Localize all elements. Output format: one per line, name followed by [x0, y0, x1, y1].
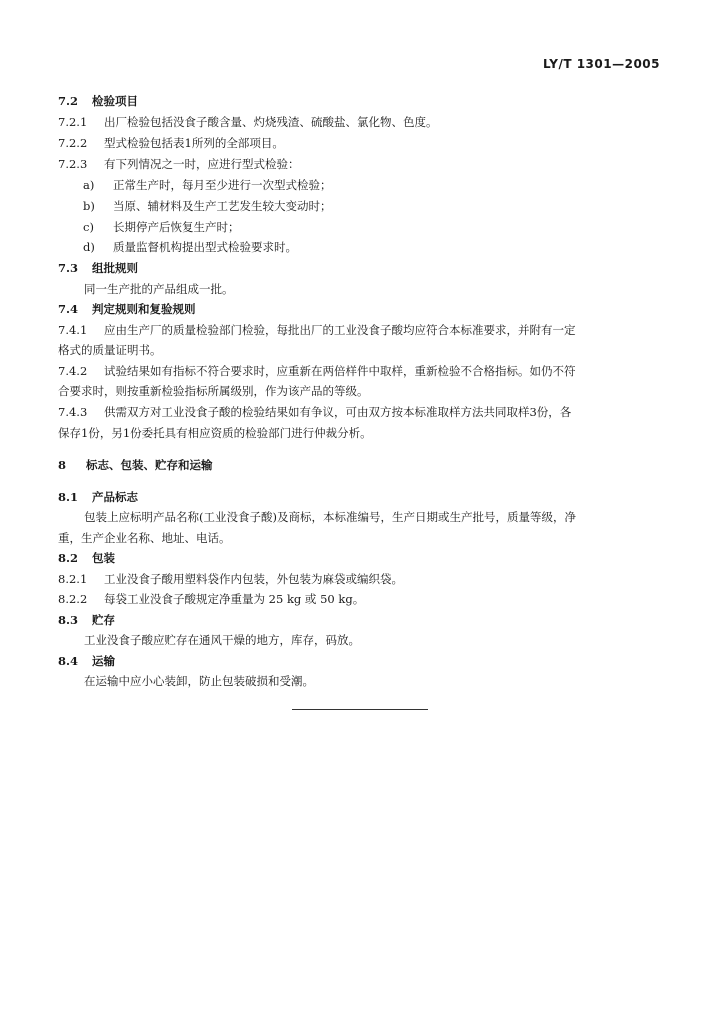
section-title: 组批规则	[92, 261, 138, 275]
heading-8-2	[58, 551, 665, 565]
clause-7-4-1-cont: 格式的质量证明书。	[58, 343, 162, 357]
section-title: 判定规则和复验规则	[92, 302, 196, 316]
clause-text: 应由生产厂的质量检验部门检验，每批出厂的工业没食子酸均应符合本标准要求，并附有一定	[104, 323, 576, 337]
clause-8-2-1	[58, 572, 665, 586]
clause-number: 8.2.2	[58, 592, 88, 606]
section-number: 7.3	[58, 261, 79, 275]
list-item-b	[83, 199, 665, 213]
clause-text: 出厂检验包括没食子酸含量、灼烧残渣、硫酸盐、氯化物、色度。	[104, 115, 438, 129]
clause-7-4-3-cont: 保存1份，另1份委托具有相应资质的检验部门进行仲裁分析。	[58, 426, 372, 440]
section-number: 8.4	[58, 654, 79, 668]
clause-text: 型式检验包括表1所列的全部项目。	[104, 136, 284, 150]
list-item-a	[83, 178, 665, 192]
section-title: 检验项目	[92, 94, 138, 108]
list-label: c)	[83, 220, 94, 234]
chapter-number: 8	[58, 458, 67, 472]
standard-code: LY/T 1301—2005	[542, 57, 660, 71]
clause-number: 7.4.1	[58, 323, 88, 337]
clause-text: 试验结果如有指标不符合要求时，应重新在两倍样件中取样，重新检验不合格指标。如仍不符	[104, 364, 576, 378]
heading-8	[58, 458, 665, 472]
list-text: 当原、辅材料及生产工艺发生较大变动时；	[113, 199, 332, 213]
clause-number: 7.4.2	[58, 364, 88, 378]
clause-7-2-2	[58, 136, 665, 150]
clause-text: 工业没食子酸用塑料袋作内包装，外包装为麻袋或编织袋。	[104, 572, 403, 586]
clause-text: 有下列情况之一时，应进行型式检验：	[104, 157, 300, 171]
section-number: 8.2	[58, 551, 79, 565]
paragraph-8-1: 包装上应标明产品名称(工业没食子酸)及商标，本标准编号，生产日期或生产批号，质量等级，净	[84, 510, 576, 524]
paragraph-8-4: 在运输中应小心装卸，防止包装破损和受潮。	[84, 674, 314, 688]
heading-7-2	[58, 94, 665, 108]
clause-number: 7.2.2	[58, 136, 88, 150]
heading-8-3	[58, 613, 665, 627]
list-label: d)	[83, 240, 95, 254]
clause-7-4-2	[58, 364, 665, 378]
heading-8-1	[58, 490, 665, 504]
list-text: 长期停产后恢复生产时；	[113, 220, 240, 234]
clause-7-2-3	[58, 157, 665, 171]
clause-7-4-3	[58, 405, 665, 419]
section-number: 8.1	[58, 490, 79, 504]
clause-8-2-2	[58, 592, 665, 606]
paragraph-7-3: 同一生产批的产品组成一批。	[84, 282, 234, 296]
heading-7-4	[58, 302, 665, 316]
section-number: 7.2	[58, 94, 79, 108]
end-rule	[292, 709, 428, 710]
chapter-title: 标志、包装、贮存和运输	[86, 458, 213, 472]
paragraph-8-1-cont: 重，生产企业名称、地址、电话。	[58, 531, 231, 545]
clause-text: 每袋工业没食子酸规定净重量为 25 kg 或 50 kg。	[104, 592, 365, 606]
clause-number: 7.4.3	[58, 405, 88, 419]
list-item-c	[83, 220, 665, 234]
section-title: 产品标志	[92, 490, 138, 504]
section-number: 8.3	[58, 613, 79, 627]
clause-text: 供需双方对工业没食子酸的检验结果如有争议，可由双方按本标准取样方法共同取样3份，各	[104, 405, 572, 419]
list-text: 质量监督机构提出型式检验要求时。	[113, 240, 297, 254]
section-title: 包装	[92, 551, 115, 565]
list-label: a)	[83, 178, 95, 192]
section-title: 运输	[92, 654, 115, 668]
section-title: 贮存	[92, 613, 115, 627]
list-text: 正常生产时，每月至少进行一次型式检验；	[113, 178, 332, 192]
heading-8-4	[58, 654, 665, 668]
heading-7-3	[58, 261, 665, 275]
clause-number: 8.2.1	[58, 572, 88, 586]
clause-7-2-1	[58, 115, 665, 129]
section-number: 7.4	[58, 302, 79, 316]
clause-number: 7.2.1	[58, 115, 88, 129]
clause-7-4-1	[58, 323, 665, 337]
clause-number: 7.2.3	[58, 157, 88, 171]
list-label: b)	[83, 199, 95, 213]
paragraph-8-3: 工业没食子酸应贮存在通风干燥的地方，库存，码放。	[84, 633, 360, 647]
list-item-d	[83, 240, 665, 254]
clause-7-4-2-cont: 合要求时，则按重新检验指标所属级别，作为该产品的等级。	[58, 384, 369, 398]
